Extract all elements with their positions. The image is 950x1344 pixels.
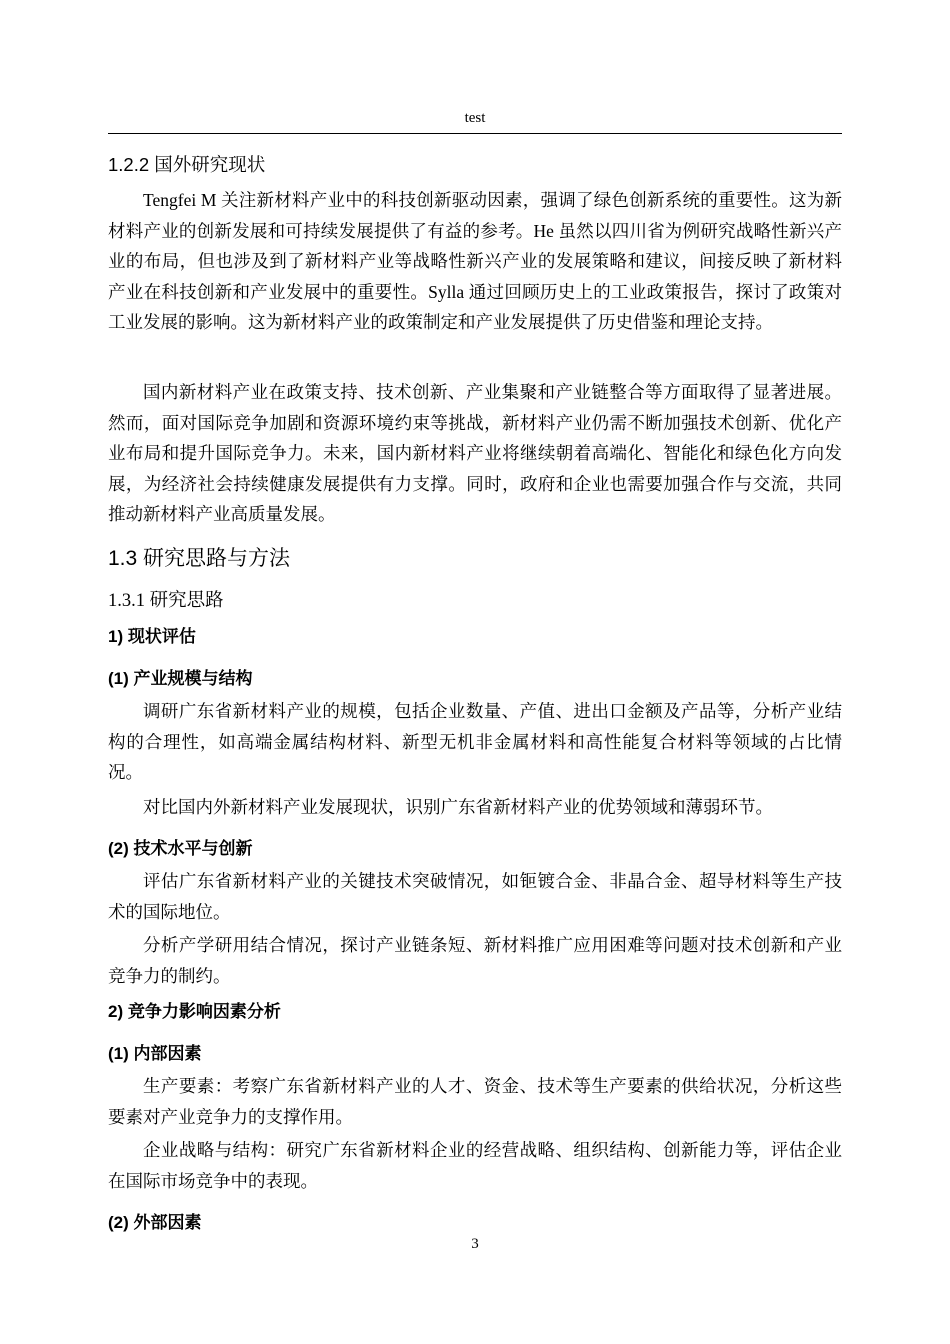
subheading-internal-factors: (1) 内部因素	[108, 1044, 202, 1063]
subheading-industry-scale: (1) 产业规模与结构	[108, 669, 253, 688]
subheading-external-factors: (2) 外部因素	[108, 1213, 202, 1232]
section-heading-1-2-2: 1.2.2 国外研究现状	[108, 154, 266, 175]
paragraph-production-factors: 生产要素：考察广东省新材料产业的人才、资金、技术等生产要素的供给状况，分析这些要素对产业竞争力的支撑作用。	[108, 1076, 842, 1127]
paragraph-foreign-research: Tengfei M 关注新材料产业中的科技创新驱动因素，强调了绿色创新系统的重要性。这为新材料产业的创新发展和可持续发展提供了有益的参考。He 虽然以四川省为例研究战略性新兴产业的布局，但也涉及到了新材料产业等战略性新兴产业的发展策略和建议，间接反映了新材料产业在科技创新和产业发展中的重要性。Sylla 通过回顾历史上的工业政策报告，探讨了政策对工业发展的影响。这为新材料产业的政策制定和产业发展提供了历史借鉴和理论支持。	[108, 190, 842, 332]
section-heading-1-3: 1.3 研究思路与方法	[108, 547, 291, 570]
paragraph-industry-research: 分析产学研用结合情况，探讨产业链条短、新材料推广应用困难等问题对技术创新和产业竞争力的制约。	[108, 935, 842, 986]
paragraph-enterprise-strategy: 企业战略与结构：研究广东省新材料企业的经营战略、组织结构、创新能力等，评估企业在国际市场竞争中的表现。	[108, 1140, 842, 1191]
subheading-status-assessment: 1) 现状评估	[108, 627, 196, 646]
page-header: test	[464, 110, 486, 126]
subheading-tech-innovation: (2) 技术水平与创新	[108, 839, 253, 858]
paragraph-comparison: 对比国内外新材料产业发展现状，识别广东省新材料产业的优势领域和薄弱环节。	[143, 797, 773, 817]
paragraph-tech-evaluation: 评估广东省新材料产业的关键技术突破情况，如钷镀合金、非晶合金、超导材料等生产技术的国际地位。	[108, 871, 842, 922]
header-divider	[108, 133, 842, 134]
subheading-competitiveness-factors: 2) 竞争力影响因素分析	[108, 1002, 281, 1021]
section-heading-1-3-1: 1.3.1 研究思路	[108, 591, 224, 611]
paragraph-industry-scale: 调研广东省新材料产业的规模，包括企业数量、产值、进出口金额及产品等，分析产业结构的合理性，如高端金属结构材料、新型无机非金属材料和高性能复合材料等领域的占比情况。	[108, 701, 842, 782]
paragraph-domestic-summary: 国内新材料产业在政策支持、技术创新、产业集聚和产业链整合等方面取得了显著进展。然而，面对国际竞争加剧和资源环境约束等挑战，新材料产业仍需不断加强技术创新、优化产业布局和提升国际竞争力。未来，国内新材料产业将继续朝着高端化、智能化和绿色化方向发展，为经济社会持续健康发展提供有力支撑。同时，政府和企业也需要加强合作与交流，共同推动新材料产业高质量发展。	[108, 382, 842, 524]
page-number: 3	[471, 1236, 479, 1252]
